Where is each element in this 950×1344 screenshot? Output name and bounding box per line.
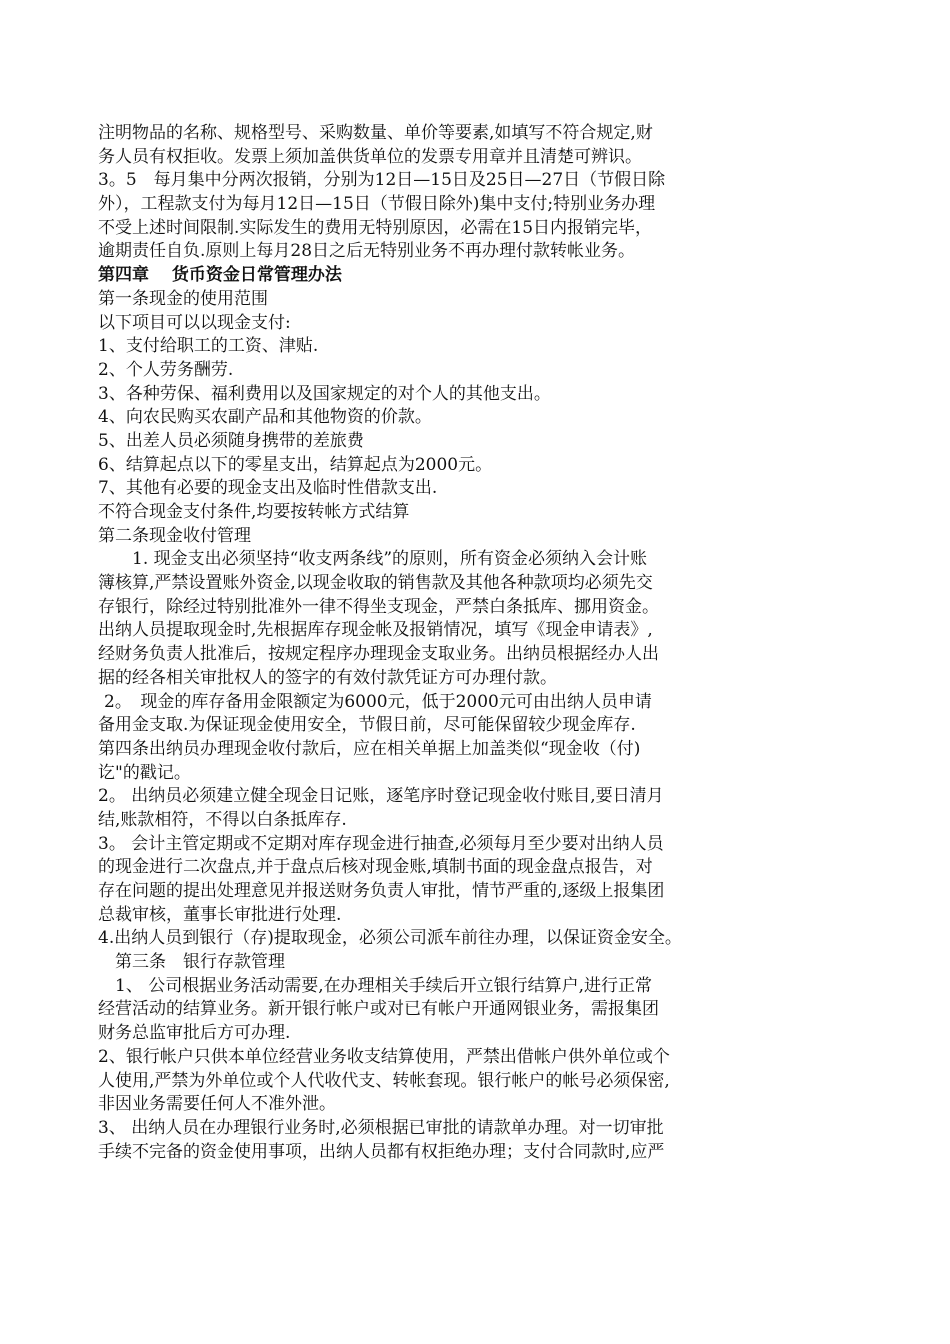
section-heading: 第三条 银行存款管理: [115, 952, 285, 973]
list-item: 5、出差人员必须随身携带的差旅费: [98, 430, 364, 451]
list-item: 3、各种劳保、福利费用以及国家规定的对个人的其他支出。: [98, 383, 551, 404]
list-item: 2、个人劳务酬劳.: [98, 359, 234, 380]
text-line: 据的经各相关审批权人的签字的有效付款凭证方可办理付款。: [98, 667, 557, 688]
chapter-heading: 第四章 货币资金日常管理办法: [98, 265, 342, 286]
text-line: 经营活动的结算业务。新开银行帐户或对已有帐户开通网银业务，需报集团: [98, 999, 659, 1020]
text-line: 外），工程款支付为每月12日—15日（节假日除外)集中支付;特别业务办理: [98, 194, 656, 215]
list-item: 6、结算起点以下的零星支出，结算起点为2000元。: [98, 454, 493, 475]
text-line: 3、 出纳人员在办理银行业务时,必须根据已审批的请款单办理。对一切审批: [98, 1117, 664, 1138]
text-line: 第四条出纳员办理现金收付款后，应在相关单据上加盖类似“现金收（付): [98, 738, 641, 759]
text-line: 非因业务需要任何人不准外泄。: [98, 1094, 336, 1115]
text-line: 经财务负责人批准后，按规定程序办理现金支取业务。出纳员根据经办人出: [98, 644, 659, 665]
text-line: 逾期责任自负.原则上每月28日之后无特别业务不再办理付款转帐业务。: [98, 241, 636, 262]
list-item: 1、支付给职工的工资、津贴.: [98, 336, 319, 357]
text-line: 结,账款相符，不得以白条抵库存.: [98, 809, 347, 830]
list-item: 4、向农民购买农副产品和其他物资的价款。: [98, 407, 432, 428]
text-line: 总裁审核，董事长审批进行处理.: [98, 904, 342, 925]
text-line: 2。 现金的库存备用金限额定为6000元，低于2000元可由出纳人员申请: [104, 691, 652, 712]
text-line: 不受上述时间限制.实际发生的费用无特别原因，必需在15日内报销完毕，: [98, 217, 653, 238]
text-line: 讫"的戳记。: [98, 762, 191, 783]
document-page: [98, 122, 858, 1164]
list-item: 7、其他有必要的现金支出及临时性借款支出.: [98, 478, 438, 499]
text-line: 备用金支取.为保证现金使用安全，节假日前，尽可能保留较少现金库存.: [98, 715, 636, 736]
text-line: 簿核算,严禁设置账外资金,以现金收取的销售款及其他各种款项均必须先交: [98, 573, 653, 594]
text-line: 4.出纳人员到银行（存)提取现金，必须公司派车前往办理，以保证资金安全。: [98, 928, 682, 949]
text-line: 2、银行帐户只供本单位经营业务收支结算使用，严禁出借帐户供外单位或个: [98, 1046, 670, 1067]
text-line: 1、 公司根据业务活动需要,在办理相关手续后开立银行结算户,进行正常: [115, 975, 653, 996]
text-line: 的现金进行二次盘点,并于盘点后核对现金账,填制书面的现金盘点报告，对: [98, 857, 653, 878]
text-line: 人使用,严禁为外单位或个人代收代支、转帐套现。银行帐户的帐号必须保密,: [98, 1070, 670, 1091]
text-line: 不符合现金支付条件,均要按转帐方式结算: [98, 502, 410, 522]
text-line: 务人员有权拒收。发票上须加盖供货单位的发票专用章并且清楚可辨识。: [98, 146, 642, 167]
text-line: 出纳人员提取现金时,先根据库存现金帐及报销情况，填写《现金申请表》,: [98, 620, 653, 641]
text-line: 以下项目可以以现金支付:: [98, 312, 291, 333]
text-line: 手续不完备的资金使用事项，出纳人员都有权拒绝办理；支付合同款时,应严: [98, 1141, 665, 1162]
text-line: 存在问题的提出处理意见并报送财务负责人审批，情节严重的,逐级上报集团: [98, 881, 665, 901]
section-heading: 第二条现金收付管理: [98, 525, 251, 546]
text-line: 2。 出纳员必须建立健全现金日记账，逐笔序时登记现金收付账目,要日清月: [98, 786, 664, 807]
text-line: 财务总监审批后方可办理.: [98, 1023, 291, 1044]
section-heading: 第一条现金的使用范围: [98, 288, 268, 309]
text-line: 存银行，除经过特别批准外一律不得坐支现金，严禁白条抵库、挪用资金。: [98, 596, 659, 617]
text-line: 1. 现金支出必须坚持“收支两条线”的原则，所有资金必须纳入会计账: [132, 549, 648, 570]
text-line: 3。5 每月集中分两次报销，分别为12日—15日及25日—27日（节假日除: [98, 170, 666, 191]
text-line: 注明物品的名称、规格型号、采购数量、单价等要素,如填写不符合规定,财: [98, 123, 653, 143]
text-line: 3。 会计主管定期或不定期对库存现金进行抽查,必须每月至少要对出纳人员: [98, 833, 664, 854]
